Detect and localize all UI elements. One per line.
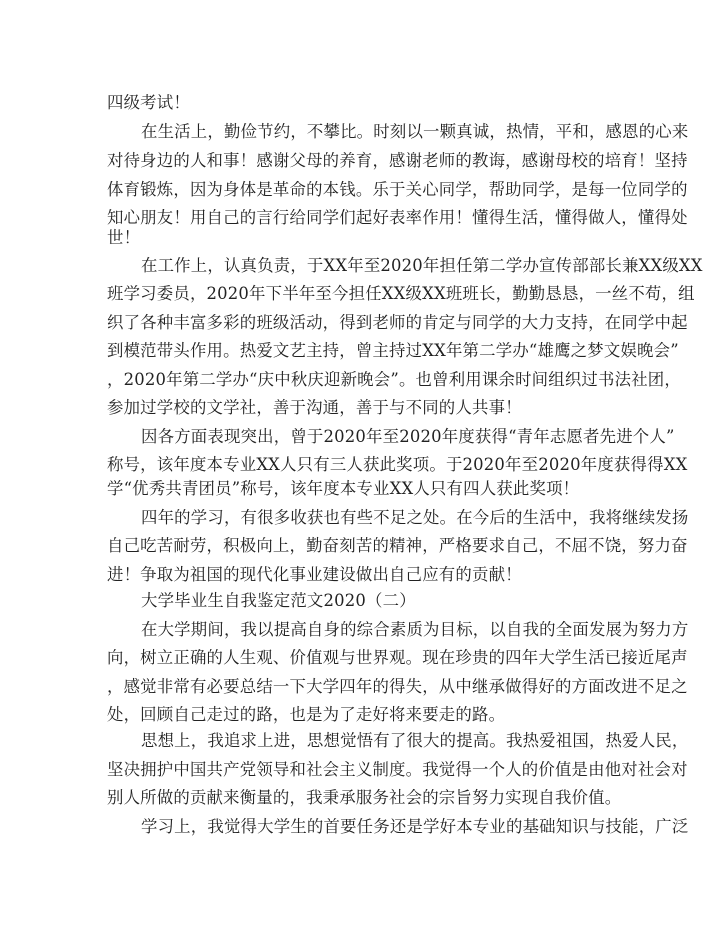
text-line: 知心朋友！用自己的言行给同学们起好表率作用！懂得生活，懂得做人，懂得处 — [107, 208, 688, 227]
text-line: 织了各种丰富多彩的班级活动，得到老师的肯定与同学的大力支持，在同学中起 — [107, 313, 688, 332]
paragraph-awards-start: 因各方面表现突出，曾于2020年至2020年度获得“青年志愿者先进个人” — [141, 427, 675, 446]
paragraph-work-start: 在工作上，认真负责，于XX年至2020年担任第二学办宣传部部长兼XX级XX — [141, 256, 703, 275]
paragraph-life-start: 在生活上，勤俭节约，不攀比。时刻以一颗真诚，热情，平和，感恩的心来 — [141, 122, 689, 141]
text-line: 向，树立正确的人生观、价值观与世界观。现在珍贵的四年大学生活已接近尾声 — [107, 648, 688, 667]
paragraph-study-start: 学习上，我觉得大学生的首要任务还是学好本专业的基础知识与技能，广泛 — [141, 817, 689, 836]
text-line: 到模范带头作用。热爱文艺主持，曾主持过XX年第二学办“雄鹰之梦文娱晚会” — [107, 341, 679, 360]
text-line: 处，回顾自己走过的路，也是为了走好将来要走的路。 — [107, 705, 506, 724]
text-line: 学“优秀共青团员”称号，该年度本专业XX人只有四人获此奖项！ — [107, 479, 580, 498]
text-line: 进！争取为祖国的现代化事业建设做出自己应有的贡献！ — [107, 565, 522, 584]
paragraph-summary-start: 四年的学习，有很多收获也有些不足之处。在今后的生活中，我将继续发扬 — [141, 508, 689, 527]
paragraph-university-start: 在大学期间，我以提高自身的综合素质为目标，以自我的全面发展为努力方 — [141, 620, 689, 639]
text-line: 体育锻炼，因为身体是革命的本钱。乐于关心同学，帮助同学，是每一位同学的 — [107, 180, 688, 199]
paragraph-thought-start: 思想上，我追求上进，思想觉悟有了很大的提高。我热爱祖国，热爱人民， — [141, 731, 689, 750]
text-line: 四级考试！ — [107, 93, 190, 112]
text-line: ，2020年第二学办“庆中秋庆迎新晚会”。也曾利用课余时间组织过书法社团， — [107, 370, 681, 389]
text-line: ，感觉非常有必要总结一下大学四年的得失，从中继承做得好的方面改进不足之 — [107, 677, 688, 696]
text-line: 坚决拥护中国共产党领导和社会主义制度。我觉得一个人的价值是由他对社会对 — [107, 760, 688, 779]
text-line: 班学习委员，2020年下半年至今担任XX级XX班班长，勤勤恳恳，一丝不苟，组 — [107, 284, 695, 303]
text-line: 世！ — [107, 228, 141, 247]
text-line: 自己吃苦耐劳，积极向上，勤奋刻苦的精神，严格要求自己，不屈不饶，努力奋 — [107, 536, 688, 555]
text-line: 参加过学校的文学社，善于沟通，善于与不同的人共事！ — [107, 398, 522, 417]
text-line: 对待身边的人和事！感谢父母的养育，感谢老师的教诲，感谢母校的培育！坚持 — [107, 151, 688, 170]
text-line: 别人所做的贡献来衡量的，我秉承服务社会的宗旨努力实现自我价值。 — [107, 788, 622, 807]
text-line: 称号，该年度本专业XX人只有三人获此奖项。于2020年至2020年度获得得XX — [107, 455, 688, 474]
section-heading: 大学毕业生自我鉴定范文2020（二） — [141, 591, 416, 610]
